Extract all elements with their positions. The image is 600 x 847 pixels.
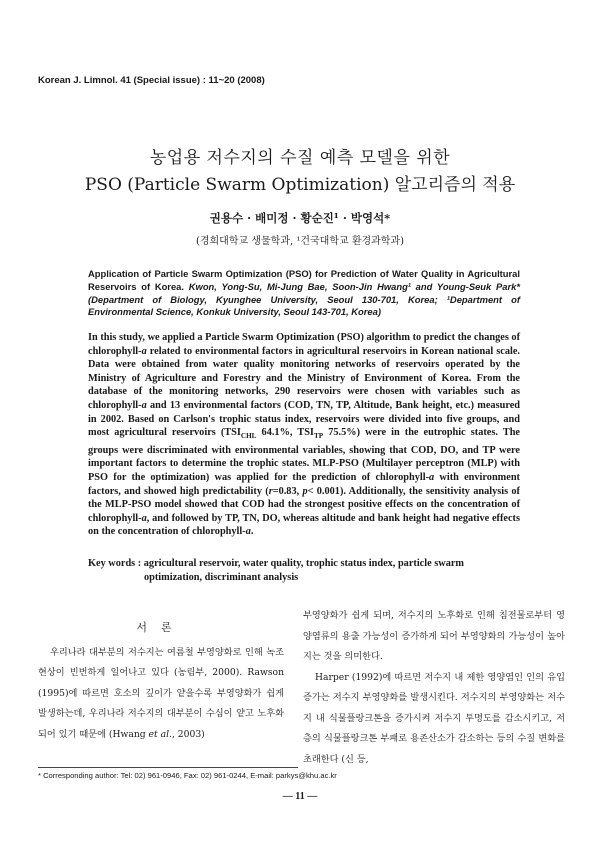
abstract-text: , and followed by TP, TN, DO, whereas altitude and bank height had negative effects on the concentration of chlorophyll- (88, 512, 520, 538)
body-paragraph (38, 643, 284, 746)
abstract-italic: a (141, 512, 147, 524)
journal-citation: Korean J. Limnol. 41 (Special issue) : 11~20 (2008) (38, 75, 265, 86)
footnote-corresponding-author: * Corresponding author: Tel: 02) 961-0946, Fax: 02) 961-0244, E-mail: parkys@khu.ac.kr (38, 771, 337, 780)
english-authors: Kwon, Yong-Su, Mi-Jung Bae, Soon-Jin Hwang¹ and Young-Seuk Park* (188, 280, 520, 292)
abstract-text: and 13 environmental factors (COD, TN, TP, Altitude, Bank height, etc.) measured in 2002. Based on Carlson's trophic status index, reservoirs were divided into five groups, and most agricultural reservoirs (TSI (88, 399, 520, 439)
abstract-text: In this study, we applied a Particle Swarm Optimization (PSO) algorithm to predict the changes of chlorophyll- (88, 332, 520, 357)
abstract-text: < 0.001). Additionally, the sensitivity analysis of the MLP-PSO model showed that COD had the strongest positive effects on the concentration of chlorophyll- (88, 485, 520, 524)
abstract-text: related to environmental factors in agricultural reservoirs in Korean national scale. Data were obtained from water quality monitoring networks of reservoirs operated by the Ministry of Agriculture and Forestry and the Ministry of Environment of Korea. From the database of the monitoring networks, 290 reservoirs were chosen with variables such as chlorophyll- (88, 345, 520, 411)
footnote-divider (38, 767, 298, 768)
section-heading-introduction: 서론 (136, 621, 186, 634)
abstract-subscript: CHL (240, 432, 257, 441)
page-number: — 11 — (282, 791, 318, 802)
abstract-italic: a (429, 471, 435, 483)
body-paragraph: Harper (1992)에 따르면 저수지 내 제한 영양염인 인의 유입 증가는 저수지 부영양화를 발생시킨다. 저수지의 부영양화는 저수지 내 식물플랑크톤을 증가시켜 저수지 투명도를 감소시키고, 저층의 식물플랑크톤 부패로 용존산소가 감소하는 등의 수질 변화를 초래한다 (신 등, (303, 671, 565, 765)
title-korean-line1: 농업용 저수지의 수질 예측 모델을 위한 (149, 148, 451, 168)
abstract-text: 75.5%) were in the eutrophic states. The groups were discriminated with environmental variables, showing that COD, DO, and TP were important factors to determine the trophic states. MLP-PSO (Multilayer perceptron (MLP) with PSO for the optimization) was applied for the prediction of chlorophyll- (88, 427, 520, 483)
abstract (88, 331, 520, 539)
abstract-italic: a (141, 345, 147, 357)
english-affiliation: (Department of Biology, Kyunghee University, Seoul 130-701, Korea; ¹Department of Environmental Science, Konkuk University, Seoul 143-701, Korea) (88, 293, 520, 318)
body-text: , 2003) (171, 728, 205, 740)
keywords-line2: optimization, discriminant analysis (144, 571, 299, 583)
abstract-subscript: TP (313, 432, 324, 441)
abstract-text: . (250, 526, 254, 538)
body-italic: et al. (148, 728, 172, 740)
authors: 권용수 · 배미정 · 황순진¹ · 박영석* (209, 211, 391, 225)
body-column-left (38, 618, 284, 745)
abstract-italic: a (141, 399, 147, 411)
keywords (88, 557, 520, 584)
abstract-italic: r (268, 485, 273, 497)
abstract-text: =0.83, (272, 485, 303, 497)
english-title-block (88, 268, 520, 319)
english-title: Application of Particle Swarm Optimization (PSO) for Prediction of Water Quality in Agricultural Reservoirs of Korea. (88, 268, 520, 292)
affiliation: (경희대학교 생물학과, ¹건국대학교 환경과학과) (195, 236, 405, 247)
abstract-italic: p (302, 485, 308, 497)
body-paragraph: 부영양화가 쉽게 되며, 저수지의 노후화로 인해 침전물로부터 영양염류의 용출 가능성이 증가하게 되어 부영양화의 가능성이 높아지는 것을 의미한다. (303, 610, 565, 662)
keywords-line1: agricultural reservoir, water quality, trophic status index, particle swarm (141, 558, 465, 569)
abstract-text: with environment factors, and showed high predictability ( (88, 471, 520, 497)
body-column-right (303, 606, 565, 770)
abstract-italic: a (245, 526, 251, 538)
abstract-text: 64.1%, TSI (256, 427, 314, 439)
title-korean-line2: PSO (Particle Swarm Optimization) 알고리즘의 적용 (84, 175, 516, 195)
body-text: 우리나라 대부분의 저수지는 여름철 부영양화로 인해 녹조현상이 빈번하게 일어나고 있다 (농림부, 2000). Rawson (1995)에 따르면 호소의 깊이가 얕을수록 부영양화가 쉽게 발생하는데, 우리나라 저수지의 대부분이 수심이 얕고 노후화되어 있기 때문에 (Hwang (38, 646, 284, 740)
keywords-label: Key words : (88, 558, 142, 569)
